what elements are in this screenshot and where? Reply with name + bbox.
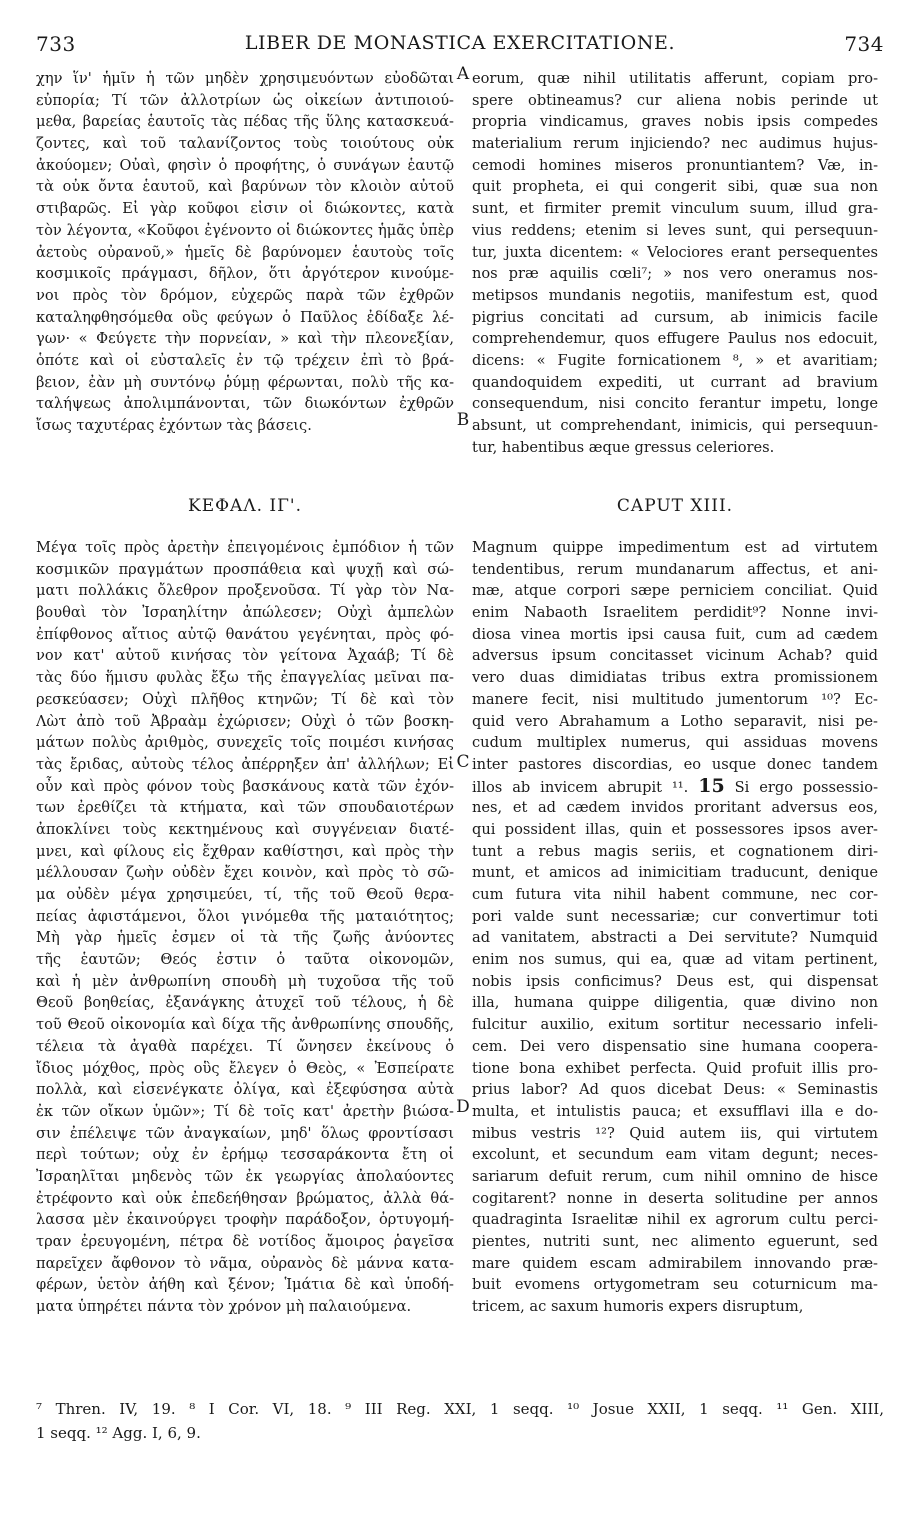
line-text: τὸν λέγοντα, «Κοῦφοι ἐγένοντο οἱ διώκοντες ἡμᾶς ὑπὲρ (36, 221, 454, 239)
line-text: mæ, atque corpori sæpe perniciem conciliat. Quid (472, 582, 878, 600)
text-line (36, 1253, 454, 1275)
text-line (472, 624, 878, 646)
text-line (36, 1209, 454, 1231)
text-line (36, 68, 454, 90)
text-line (472, 689, 878, 711)
text-line (472, 1058, 878, 1080)
text-line (472, 328, 878, 350)
line-text: nos præ aquilis cœli⁷; » nos vero oneramus nos- (472, 265, 878, 283)
text-line (472, 667, 878, 689)
line-text: τὰς δύο ἥμισυ φυλὰς ἔξω τῆς ἐπαγγελίας μεῖναι πα- (36, 669, 454, 687)
footnote-line: ⁷ Thren. IV, 19. ⁸ I Cor. VI, 18. ⁹ III Reg. XXI, 1 seqq. ¹⁰ Josue XXII, 1 seqq. ¹¹ Gen. XIII, (36, 1400, 884, 1418)
text-line (472, 242, 878, 264)
line-text: ὁπότε καὶ οἱ εὐσταλεῖς ἐν τῷ τρέχειν ἐπὶ τὸ βρά- (36, 351, 454, 369)
text-line (36, 754, 454, 776)
line-text: βουθαὶ τὸν Ἰσραηλίτην ἀπώλεσεν; Οὐχὶ ἀμπελὼν (36, 604, 454, 622)
text-line (472, 372, 878, 394)
text-line (472, 350, 878, 372)
text-line (472, 559, 878, 581)
greek-column-top (36, 68, 454, 437)
line-text: μνει, καὶ φίλους εἰς ἔχθραν καθίστησι, καὶ πρὸς τὴν (36, 842, 454, 860)
text-line (472, 437, 878, 459)
margin-letter-b: B (456, 410, 470, 430)
line-text: multa, et intulistis pauca; et exsufflavi illa e do- (472, 1102, 878, 1120)
line-text: tur, juxta dicentem: « Velociores erant persequentes (472, 243, 878, 261)
line-text: τοῦ Θεοῦ οἰκονομία καὶ δίχα τῆς ἀνθρωπίνης σπουδῆς, (36, 1016, 454, 1034)
line-text: καὶ ἡ μὲν ἀνθρωπίνη σπουδὴ μὴ τυχοῦσα τῆς τοῦ (36, 972, 454, 990)
text-line (36, 819, 454, 841)
line-text: prius labor? Ad quos dicebat Deus: « Seminastis (472, 1081, 878, 1099)
text-line (36, 372, 454, 394)
line-text: propria vindicamus, graves nobis ipsis compedes (472, 113, 878, 131)
line-text: παρεῖχεν ἄφθονον τὸ νᾶμα, οὐρανὸς δὲ μάννα κατα- (36, 1254, 454, 1272)
text-line (472, 776, 878, 798)
line-text: enim nos sumus, qui ea, quæ ad vitam pertinent, (472, 951, 878, 969)
line-text: Λὼτ ἀπὸ τοῦ Ἀβραὰμ ἐχώρισεν; Οὐχὶ ὁ τῶν βοσκη- (36, 712, 454, 730)
latin-column-body (472, 537, 878, 1318)
line-text: quit propheta, ei qui congerit sibi, quæ sua non (472, 178, 878, 196)
line-text: ἐτρέφοντο καὶ οὐκ ἐπεδεήθησαν βρώματος, ἀλλὰ θά- (36, 1189, 454, 1207)
line-text: tur, habentibus æque gressus celeriores. (472, 438, 775, 456)
line-text: quandoquidem expediti, ut currant ad bravium (472, 373, 878, 391)
line-text: Μέγα τοῖς πρὸς ἀρετὴν ἐπειγομένοις ἐμπόδιον ἡ τῶν (36, 539, 454, 556)
line-text: tione bona exhibet perfecta. Quid profuit illis pro- (472, 1059, 878, 1077)
line-text: φέρων, ὑετὸν ἀήθη καὶ ξένον; Ἱμάτια δὲ καὶ ὑποδή- (36, 1276, 454, 1294)
text-line (36, 667, 454, 689)
text-line (472, 1014, 878, 1036)
line-text: cum futura vita nihil habent commune, nec cor- (472, 886, 878, 903)
text-line (472, 1101, 878, 1123)
line-text: tricem, ac saxum humoris expers disruptum, (472, 1298, 804, 1316)
line-text: cudum multiplex numerus, qui assiduas movens (472, 734, 878, 752)
line-text: tendentibus, rerum mundanarum affectus, et ani- (472, 560, 878, 578)
line-text: buit evomens ortygometram seu coturnicum ma- (472, 1276, 878, 1294)
line-text: στιβαρῶς. Εἰ γὰρ κοῦφοι εἰσιν οἱ διώκοντες, κατὰ (36, 200, 454, 218)
line-text: εὐπορία; Τί τῶν ἀλλοτρίων ὡς οἰκείων ἀντιποιού- (36, 91, 454, 109)
text-line (472, 797, 878, 819)
line-text: κοσμικοῖς πράγμασι, δῆλον, ὅτι ἀργότερον κινούμε- (36, 265, 454, 283)
text-line (472, 1123, 878, 1145)
line-text: οὖν καὶ πρὸς φόνον τοὺς βασκάνους κατὰ τῶν ἐχόν- (36, 777, 454, 795)
line-text: absunt, ut comprehendant, inimicis, qui persequun- (472, 417, 878, 434)
text-line (472, 732, 878, 754)
text-line (36, 862, 454, 884)
line-text: vero duas dimidiatas tribus extra promissionem (472, 669, 878, 687)
latin-column-top (472, 68, 878, 458)
text-line (36, 220, 454, 242)
text-line (472, 155, 878, 177)
text-line (36, 393, 454, 415)
line-text: τῆς ἑαυτῶν; Θεός ἐστιν ὁ ταῦτα οἰκονομῶν, (36, 951, 454, 969)
line-text: excolunt, et secundum eam vitam degunt; neces- (472, 1146, 878, 1164)
greek-chapter-heading: ΚΕΦΑΛ. ΙΓ'. (188, 496, 302, 516)
line-text: Magnum quippe impedimentum est ad virtutem (472, 539, 878, 556)
text-line (36, 350, 454, 372)
text-line (36, 971, 454, 993)
text-line (36, 198, 454, 220)
line-text: μάτων πολὺς ἀριθμὸς, συνεχεῖς τοῖς ποιμέσι κινήσας (36, 734, 454, 752)
line-text: munt, et amicos ad inimicitiam traducunt, denique (472, 864, 878, 882)
text-line (472, 602, 878, 624)
text-line (36, 1274, 454, 1296)
line-text: cemodi homines miseros pronuntiantem? Væ, in- (472, 156, 878, 174)
text-line (472, 307, 878, 329)
line-text: τὰς ἔριδας, αὐτοὺς τέλος ἀπέρρηξεν ἀπ' ἀλλήλων; Εἰ (36, 755, 454, 773)
text-line (472, 645, 878, 667)
line-text: ματι πολλάκις ὄλεθρον προξενοῦσα. Τί γὰρ τὸν Να- (36, 582, 454, 600)
text-line (472, 415, 878, 437)
line-text: λασσα μὲν ἐκαινούργει τροφὴν παράδοξον, ὀρτυγομή- (36, 1211, 454, 1229)
text-line (36, 1079, 454, 1101)
text-line (472, 1231, 878, 1253)
text-line (472, 884, 878, 906)
text-line (36, 1036, 454, 1058)
line-text: quid vero Abrahamum a Lotho separavit, nisi pe- (472, 712, 878, 730)
text-line (36, 841, 454, 863)
line-text: ἀετοὺς οὐρανοῦ,» ἡμεῖς δὲ βαρύνομεν ἑαυτοὺς τοῖς (36, 243, 454, 261)
text-line (472, 133, 878, 155)
text-line (36, 1166, 454, 1188)
text-line (472, 819, 878, 841)
text-line (472, 1166, 878, 1188)
margin-letter-a: A (456, 64, 470, 84)
line-text: inter pastores discordias, eo usque donec tandem (472, 755, 878, 773)
text-line (472, 1188, 878, 1210)
text-line (472, 862, 878, 884)
text-line (36, 645, 454, 667)
line-text: cem. Dei vero dispensatio sine humana coopera- (472, 1037, 878, 1055)
line-text: πείας ἀφιστάμενοι, ὅλοι γινόμεθα τῆς ματαιότητος; (36, 907, 454, 925)
line-text: τέλεια τὰ ἀγαθὰ παρέχει. Τί ὤνησεν ἐκείνους ὁ (36, 1037, 454, 1055)
line-text: χην ἵν' ἡμῖν ἡ τῶν μηδὲν χρησιμευόντων εὐοδῶται (36, 70, 454, 87)
greek-column-body (36, 537, 454, 1318)
text-line (36, 1123, 454, 1145)
text-line (36, 1188, 454, 1210)
text-line (36, 1231, 454, 1253)
line-text: ζοντες, καὶ τοῦ ταλανίζοντος τοὺς τοιούτους οὐκ (36, 135, 454, 153)
line-text: illos ab invicem abrupit ¹¹. (472, 778, 689, 796)
text-line (36, 176, 454, 198)
line-text: fulcitur auxilio, exitum sortitur necessario infeli- (472, 1016, 878, 1034)
line-text: comprehendemur, quos effugere Paulus nos edocuit, (472, 330, 878, 348)
text-line (36, 797, 454, 819)
line-text: mare quidem escam admirabilem innovando præ- (472, 1254, 878, 1272)
line-text: μα οὐδὲν μέγα χρησιμεύει, τί, τῆς τοῦ Θεοῦ θερα- (36, 886, 454, 903)
line-text: ρεσκεύασεν; Οὐχὶ πλῆθος κτηνῶν; Τί δὲ καὶ τὸν (36, 690, 454, 708)
line-text: ἴσως ταχυτέρας ἐχόντων τὰς βάσεις. (36, 417, 312, 434)
line-text: ἴδιος μόχθος, πρὸς οὓς ἔλεγεν ὁ Θεὸς, « Ἐσπείρατε (36, 1059, 454, 1077)
line-text: τὰ οὐκ ὄντα ἑαυτοῦ, καὶ βαρύνων τὸν κλοιὸν αὐτοῦ (36, 178, 454, 196)
text-line (472, 176, 878, 198)
text-line (472, 1079, 878, 1101)
running-header (36, 32, 884, 62)
line-text: καταληφθησόμεθα οὓς φεύγων ὁ Παῦλος ἐδίδαξε λέ- (36, 308, 454, 326)
line-text: tunt a rebus magis seriis, et cognationem diri- (472, 842, 878, 860)
line-text: γων· « Φεύγετε τὴν πορνείαν, » καὶ τὴν πλεονεξίαν, (36, 330, 454, 348)
text-line (36, 307, 454, 329)
text-line (472, 263, 878, 285)
text-line (36, 155, 454, 177)
line-text: ἐπίφθονος αἴτιος αὐτῷ θανάτου γεγένηται, πρὸς φό- (36, 625, 454, 643)
line-text: consequendum, nisi concito ferantur impetu, longe (472, 395, 878, 413)
text-line (472, 711, 878, 733)
line-text: ἀποκλίνει τοὺς κεκτημένους καὶ συγγένειαν διατέ- (36, 820, 454, 838)
text-line (36, 1144, 454, 1166)
line-text: illa, humana quippe diligentia, quæ divino non (472, 994, 878, 1012)
text-line (36, 992, 454, 1014)
text-line (36, 1058, 454, 1080)
text-line (472, 906, 878, 928)
page-number-right: 734 (844, 32, 884, 56)
text-line (472, 992, 878, 1014)
line-text: ματα ὑπηρέτει πάντα τὸν χρόνον μὴ παλαιούμενα. (36, 1298, 412, 1316)
line-text: πολλὰ, καὶ εἰσενέγκατε ὀλίγα, καὶ ἐξεφύσησα αὐτὰ (36, 1081, 454, 1099)
text-line (472, 1274, 878, 1296)
line-text: manere fecit, nisi multitudo jumentorum ¹⁰? Ec- (472, 690, 878, 708)
text-line (36, 285, 454, 307)
text-line (472, 841, 878, 863)
text-line (36, 732, 454, 754)
text-line (36, 1014, 454, 1036)
line-text: Θεοῦ βοηθείας, ἐξανάγκης ἀτυχεῖ τοῦ τέλους, ἡ δὲ (36, 994, 454, 1012)
text-line (36, 328, 454, 350)
text-line (36, 927, 454, 949)
section-number: 15 (698, 775, 725, 797)
line-text: νοι πρὸς τὸν δρόμον, εὐχερῶς παρὰ τῶν ἐχθρῶν (36, 286, 454, 304)
text-line (36, 559, 454, 581)
text-line (36, 884, 454, 906)
line-text: ταλήψεως ἀπολιμπάνονται, τῶν διωκόντων ἐχθρῶν (36, 395, 454, 413)
line-text: Ἰσραηλῖται μηδενὸς τῶν ἐκ γεωργίας ἀπολαύοντες (36, 1167, 454, 1185)
line-text: eorum, quæ nihil utilitatis afferunt, copiam pro- (472, 70, 878, 87)
line-text: diosa vinea mortis ipsi causa fuit, cum ad cædem (472, 625, 878, 643)
text-line (472, 1296, 878, 1318)
line-text: των ἐρεθίζει τὰ κτήματα, καὶ τῶν σπουδαιοτέρων (36, 799, 454, 817)
line-text: κοσμικῶν πραγμάτων προσπάθεια καὶ ψυχῇ καὶ σώ- (36, 560, 454, 578)
line-text: ἀκούομεν; Οὐαὶ, φησὶν ὁ προφήτης, ὁ συνάγων ἑαυτῷ (36, 156, 454, 174)
line-text: μέλλουσαν ζωὴν οὐδὲν ἔχει κοινὸν, καὶ πρὸς τὸ σῶ- (36, 864, 454, 882)
line-text: περὶ τούτων; οὐχ ἐν ἐρήμῳ τεσσαράκοντα ἔτη οἱ (36, 1146, 454, 1164)
text-line (36, 711, 454, 733)
text-line (472, 198, 878, 220)
section-text: Si ergo possessio- (734, 778, 878, 796)
line-text: dicens: « Fugite fornicationem ⁸, » et avaritiam; (472, 351, 878, 369)
text-line (472, 754, 878, 776)
text-line (472, 580, 878, 602)
text-line (36, 624, 454, 646)
text-line (472, 927, 878, 949)
line-text: nes, et ad cædem invidos proritant adversus eos, (472, 799, 878, 817)
text-line (36, 133, 454, 155)
text-line (36, 1296, 454, 1318)
line-text: spere obtineamus? cur aliena nobis perinde ut (472, 91, 878, 109)
text-line (472, 111, 878, 133)
text-line (36, 263, 454, 285)
text-line (36, 537, 454, 559)
line-text: τραν ἐρευγομένη, πέτρα δὲ νοτίδος ἄμοιρος ῥαγεῖσα (36, 1233, 454, 1250)
line-text: Μὴ γὰρ ἡμεῖς ἐσμεν οἱ τὰ τῆς ζωῆς ἀνύοντες (36, 929, 454, 947)
text-line (472, 537, 878, 559)
line-text: mibus vestris ¹²? Quid autem iis, qui virtutem (472, 1124, 878, 1142)
text-line (472, 393, 878, 415)
line-text: cogitarent? nonne in deserta solitudine per annos (472, 1189, 878, 1207)
line-text: μεθα, βαρείας ἑαυτοῖς τὰς πέδας τῆς ὕλης κατασκευά- (36, 113, 454, 131)
text-line (472, 90, 878, 112)
text-line (472, 220, 878, 242)
line-text: enim Nabaoth Israelitem perdidit⁹? Nonne invi- (472, 604, 878, 622)
footnote-line: 1 seqq. ¹² Agg. I, 6, 9. (36, 1424, 201, 1442)
text-line (36, 415, 454, 437)
line-text: adversus ipsum concitasset vicinum Achab? quid (472, 647, 878, 665)
text-line (472, 1209, 878, 1231)
text-line (36, 602, 454, 624)
line-text: pigrius concitati ad cursum, ab inimicis facile (472, 308, 878, 326)
line-text: quadraginta Israelitæ nihil ex agrorum cultu perci- (472, 1211, 878, 1229)
line-text: nobis ipsis conficimus? Deus est, qui dispensat (472, 972, 878, 990)
line-text: νον κατ' αὐτοῦ κινήσας τὸν γείτονα Ἀχαάβ; Τί δὲ (36, 647, 454, 665)
line-text: pientes, nutriti sunt, nec alimento eguerunt, sed (472, 1233, 878, 1250)
text-line (36, 580, 454, 602)
text-line (472, 949, 878, 971)
margin-letter-d: D (456, 1097, 470, 1117)
footnotes (36, 1397, 884, 1445)
line-text: metipsos mundanis negotiis, manifestum est, quod (472, 286, 878, 304)
text-line (472, 971, 878, 993)
text-line (36, 689, 454, 711)
line-text: vius reddens; etenim si leves sunt, qui persequun- (472, 221, 878, 239)
line-text: materialium rerum injiciendo? nec audimus hujus- (472, 135, 878, 153)
latin-chapter-heading: CAPUT XIII. (616, 496, 734, 516)
text-line (36, 111, 454, 133)
line-text: sariarum defuit rerum, cum nihil omnino de hisce (472, 1167, 878, 1185)
line-text: pori valde sunt necessariæ; cur convertimur toti (472, 907, 878, 925)
text-line (36, 1101, 454, 1123)
text-line (36, 949, 454, 971)
margin-letter-c: C (456, 752, 470, 772)
text-line (472, 68, 878, 90)
text-line (472, 1036, 878, 1058)
page-number-left: 733 (36, 32, 76, 56)
line-text: ἐκ τῶν οἴκων ὑμῶν»; Τί δὲ τοῖς κατ' ἀρετὴν βιώσα- (36, 1102, 454, 1120)
text-line (472, 285, 878, 307)
text-line (36, 242, 454, 264)
text-line (472, 1144, 878, 1166)
text-line (36, 776, 454, 798)
line-text: sunt, et firmiter premit vinculum suum, illud gra- (472, 200, 878, 218)
text-line (36, 90, 454, 112)
running-title: LIBER DE MONASTICA EXERCITATIONE. (244, 32, 676, 54)
text-line (472, 1253, 878, 1275)
line-text: βειον, ἐὰν μὴ συντόνῳ ῥύμῃ φέρωνται, πολὺ τῆς κα- (36, 373, 454, 391)
text-line (36, 906, 454, 928)
line-text: qui possident illas, quin et possessores ipsos aver- (472, 820, 878, 838)
line-text: ad vanitatem, abstracti a Dei servitute? Numquid (472, 929, 878, 947)
line-text: σιν ἐπέλειψε τῶν ἀναγκαίων, μηδ' ὅλως φροντίσασι (36, 1124, 454, 1142)
